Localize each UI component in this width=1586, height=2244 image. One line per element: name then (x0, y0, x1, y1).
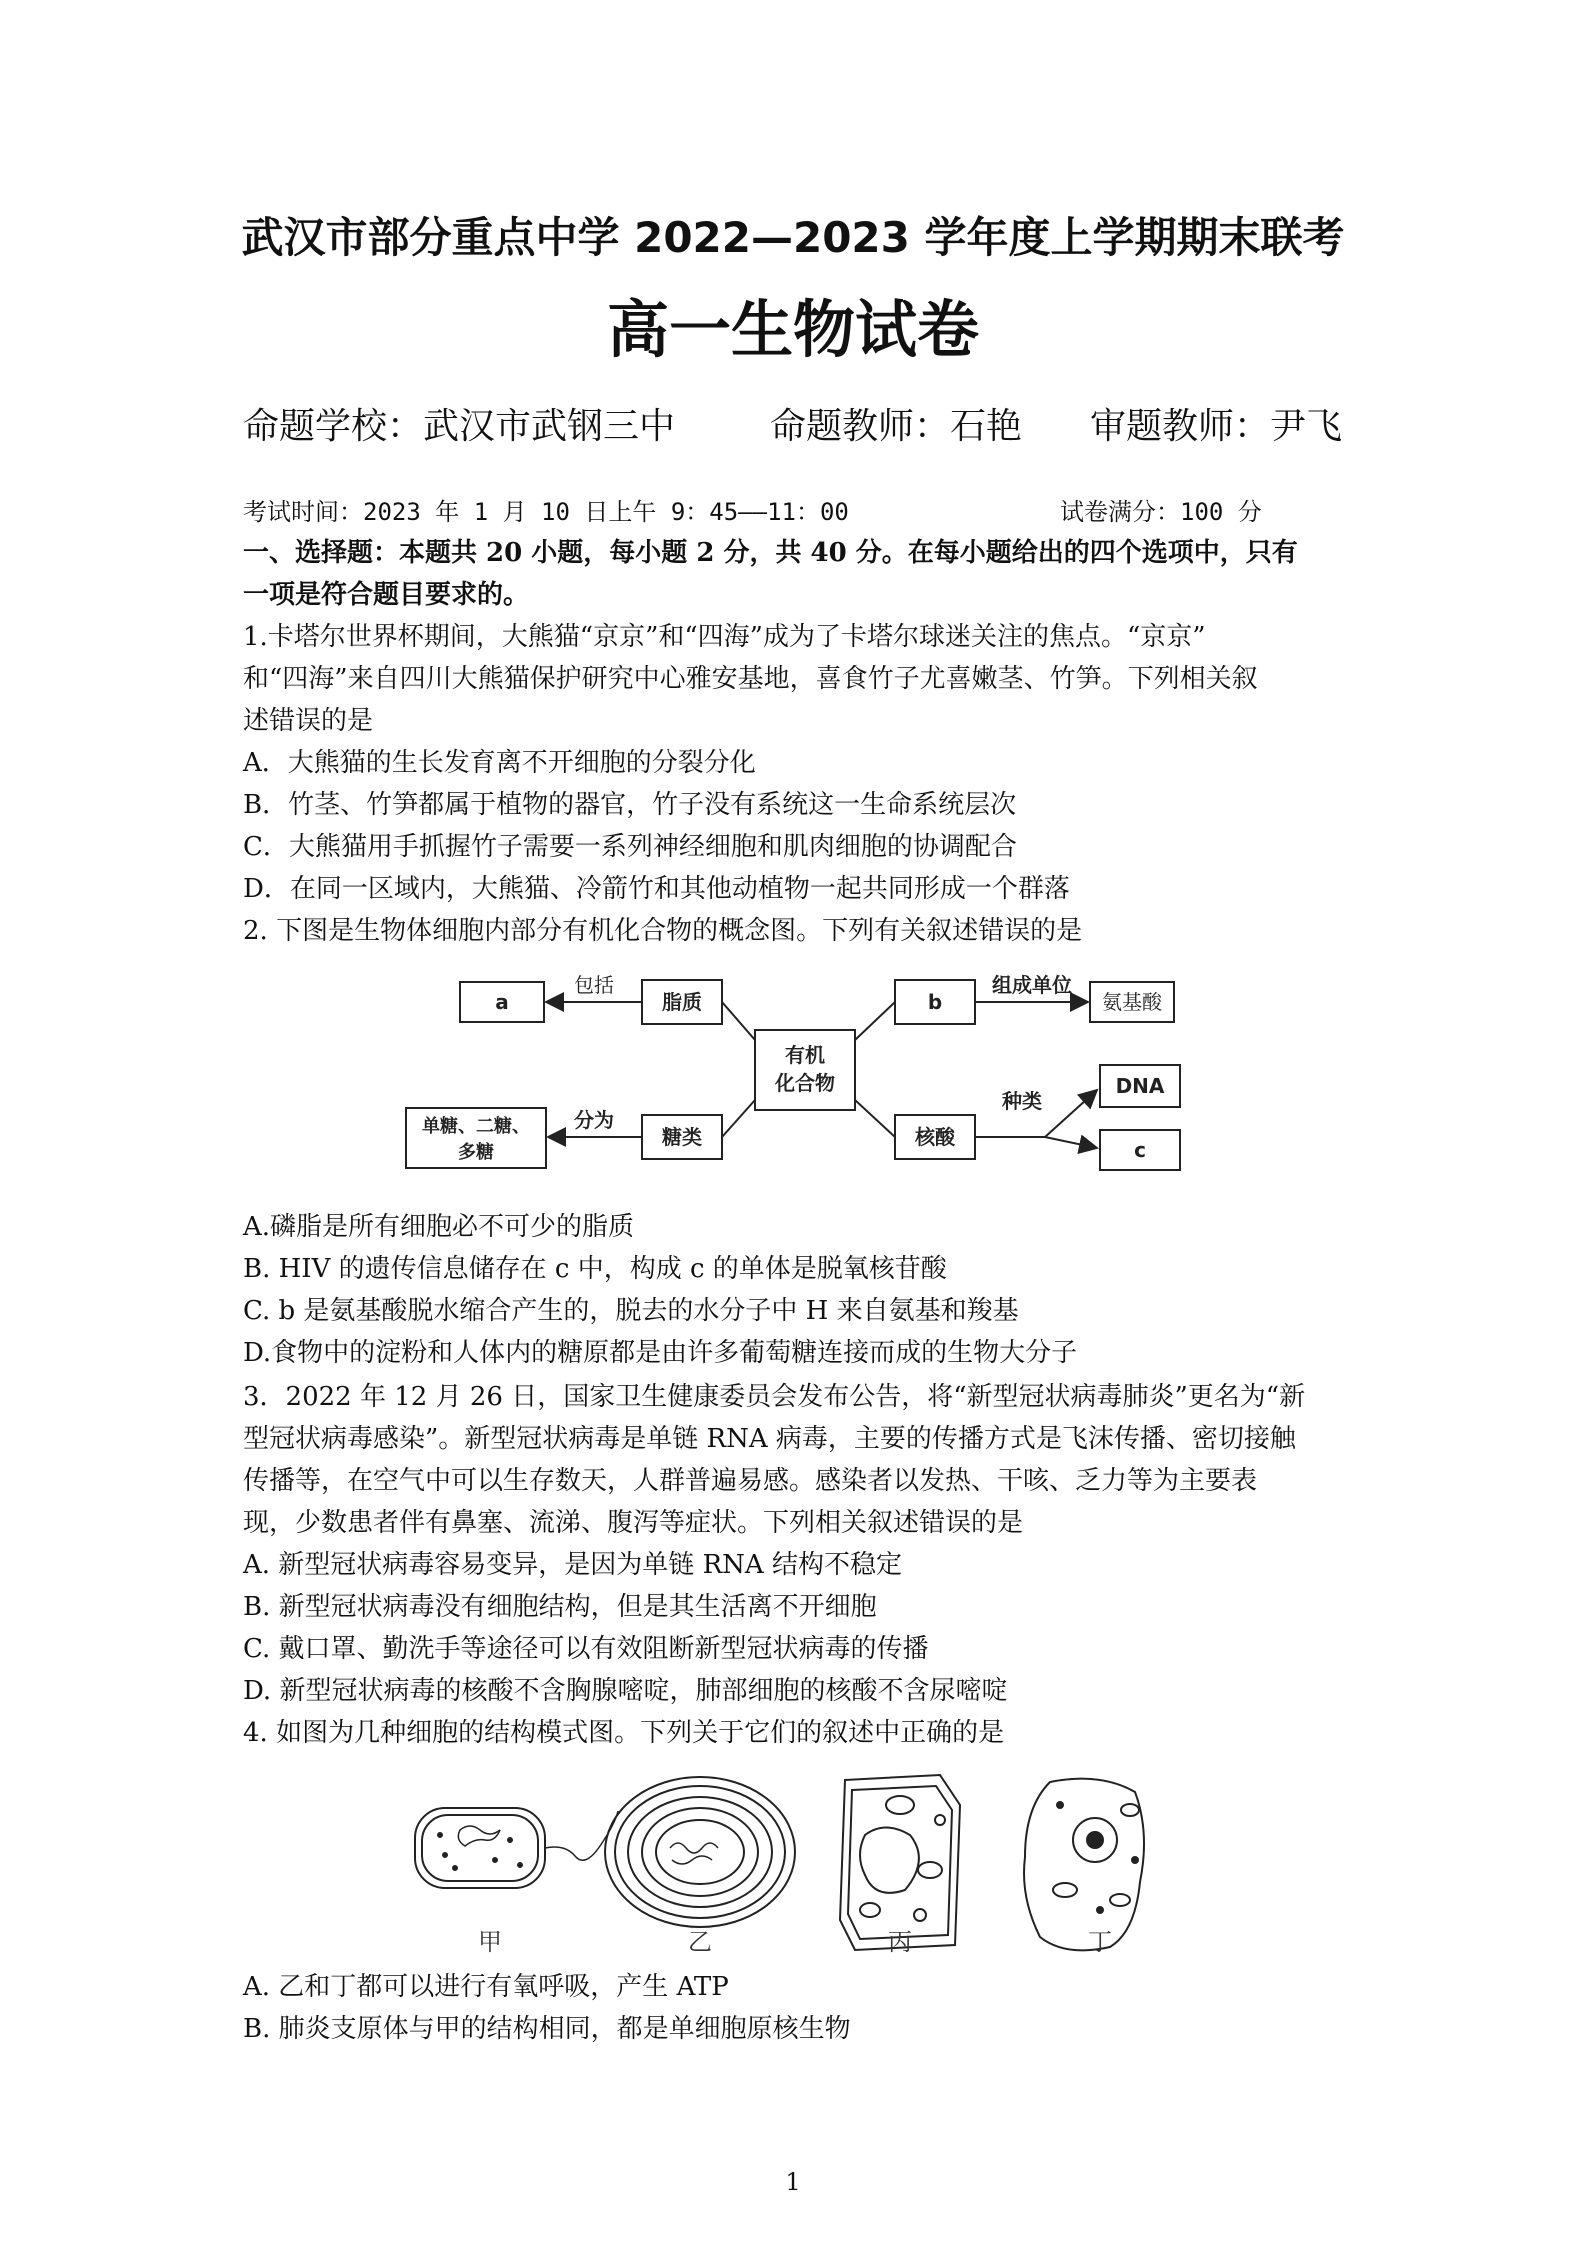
exam-time: 考试时间：2023 年 1 月 10 日上午 9：45——11：00 (243, 498, 849, 526)
label-yi: 乙 (688, 1928, 712, 1956)
q1-option-c: C．大熊猫用手抓握竹子需要一系列神经细胞和肌肉细胞的协调配合 (243, 832, 1017, 862)
section-heading: 一、选择题：本题共 20 小题，每小题 2 分，共 40 分。在每小题给出的四个选项中，只有 (243, 538, 1298, 568)
reviewer-teacher: 审题教师：尹飞 (1090, 406, 1343, 447)
connector-nucleic (855, 1100, 895, 1137)
dna-arrow (1045, 1090, 1097, 1137)
cell-ding-animal (1024, 1779, 1144, 1951)
subject-title: 高一生物试卷 (606, 293, 979, 366)
connector-b (855, 1002, 895, 1040)
q3-stem-line4: 现，少数患者伴有鼻塞、流涕、腹泻等症状。下列相关叙述错误的是 (243, 1508, 1024, 1538)
q4-option-a: A. 乙和丁都可以进行有氧呼吸，产生 ATP (243, 1972, 729, 2002)
nucleic-acid-label: 核酸 (915, 1125, 955, 1149)
label-ding: 丁 (1088, 1928, 1112, 1956)
amino-acid-label: 氨基酸 (1102, 990, 1162, 1014)
q3-stem-line3: 传播等，在空气中可以生存数天，人群普遍易感。感染者以发热、干咳、乏力等为主要表 (243, 1466, 1258, 1496)
q2-option-a: A.磷脂是所有细胞必不可少的脂质 (243, 1212, 635, 1242)
sugar-types-label-1: 单糖、二糖、 (422, 1116, 530, 1137)
divide-label: 分为 (574, 1108, 614, 1132)
q4-option-b: B. 肺炎支原体与甲的结构相同，都是单细胞原核生物 (243, 2014, 851, 2044)
b-label: b (927, 990, 943, 1014)
cell-jia-bacterium (415, 1808, 618, 1888)
q1-option-b: B．竹茎、竹笋都属于植物的器官，竹子没有系统这一生命系统层次 (243, 790, 1017, 820)
concept-map-diagram (400, 960, 1200, 1180)
q2-option-c: C. b 是氨基酸脱水缩合产生的，脱去的水分子中 H 来自氨基和羧基 (243, 1296, 1019, 1326)
cell-diagrams (400, 1760, 1220, 1960)
kinds-label: 种类 (1002, 1089, 1042, 1113)
center-label-2: 化合物 (775, 1071, 835, 1095)
include-label: 包括 (574, 973, 614, 997)
q3-stem-line1: 3．2022 年 12 月 26 日，国家卫生健康委员会发布公告，将“新型冠状病毒肺炎”更名为“新 (243, 1382, 1306, 1412)
unit-label: 组成单位 (992, 973, 1072, 997)
q1-stem-line3: 述错误的是 (243, 706, 374, 736)
setter-teacher: 命题教师：石艳 (770, 406, 1023, 447)
q2-stem: 2. 下图是生物体细胞内部分有机化合物的概念图。下列有关叙述错误的是 (243, 916, 1083, 946)
connector-sugar (722, 1100, 755, 1137)
dna-label: DNA (1115, 1074, 1165, 1098)
section-heading-cont: 一项是符合题目要求的。 (243, 580, 530, 610)
sugar-types-label-2: 多糖 (458, 1142, 494, 1163)
q3-option-b: B. 新型冠状病毒没有细胞结构，但是其生活离不开细胞 (243, 1592, 877, 1622)
q1-stem-line1: 1.卡塔尔世界杯期间，大熊猫“京京”和“四海”成为了卡塔尔球迷关注的焦点。“京京” (243, 622, 1206, 652)
q2-option-d: D.食物中的淀粉和人体内的糖原都是由许多葡萄糖连接而成的生物大分子 (243, 1338, 1078, 1368)
cell-yi (605, 1777, 795, 1927)
full-score: 试卷满分：100 分 (1060, 498, 1262, 526)
label-jia: 甲 (478, 1928, 502, 1956)
q3-option-c: C. 戴口罩、勤洗手等途径可以有效阻断新型冠状病毒的传播 (243, 1634, 929, 1664)
sugar-label: 糖类 (662, 1125, 702, 1149)
label-bing: 丙 (888, 1928, 912, 1956)
c-arrow (1045, 1137, 1097, 1148)
page-number: 1 (785, 2168, 801, 2196)
cell-bing-plant (840, 1775, 960, 1950)
a-label: a (495, 990, 509, 1014)
q3-stem-line2: 型冠状病毒感染”。新型冠状病毒是单链 RNA 病毒，主要的传播方式是飞沫传播、密切接触 (243, 1424, 1296, 1454)
q1-option-d: D．在同一区域内，大熊猫、冷箭竹和其他动植物一起共同形成一个群落 (243, 874, 1070, 904)
q1-stem-line2: 和“四海”来自四川大熊猫保护研究中心雅安基地，喜食竹子尤喜嫩茎、竹笋。下列相关叙 (243, 664, 1258, 694)
q3-option-d: D. 新型冠状病毒的核酸不含胸腺嘧啶，肺部细胞的核酸不含尿嘧啶 (243, 1676, 1008, 1706)
q1-option-a: A．大熊猫的生长发育离不开细胞的分裂分化 (243, 748, 756, 778)
q3-option-a: A. 新型冠状病毒容易变异，是因为单链 RNA 结构不稳定 (243, 1550, 902, 1580)
connector-lipid (722, 1002, 755, 1040)
center-box (755, 1030, 855, 1110)
setter-school: 命题学校：武汉市武钢三中 (243, 406, 676, 447)
c-label: c (1134, 1138, 1146, 1162)
exam-title: 武汉市部分重点中学 2022—2023 学年度上学期期末联考 (241, 213, 1345, 262)
center-label-1: 有机 (785, 1043, 825, 1067)
q4-stem: 4. 如图为几种细胞的结构模式图。下列关于它们的叙述中正确的是 (243, 1718, 1005, 1748)
q2-option-b: B. HIV 的遗传信息储存在 c 中，构成 c 的单体是脱氧核苷酸 (243, 1254, 947, 1284)
lipid-label: 脂质 (662, 990, 702, 1014)
